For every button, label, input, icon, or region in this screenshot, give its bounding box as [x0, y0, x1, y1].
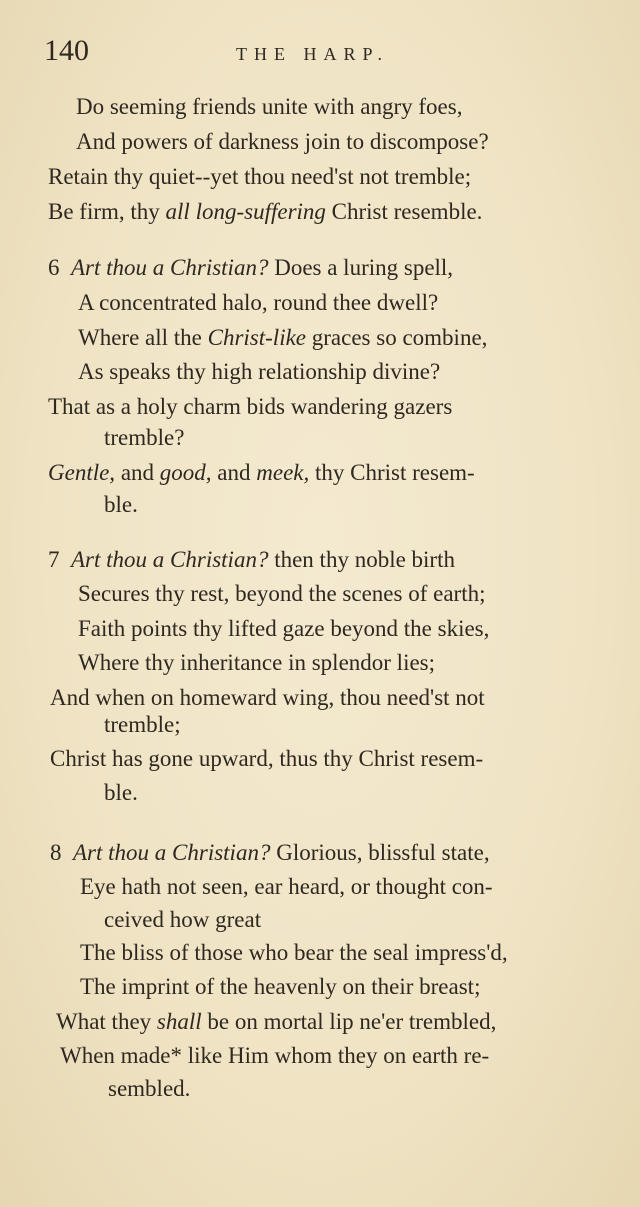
- running-title: THE HARP.: [236, 44, 390, 64]
- verse-line: A concentrated halo, round thee dwell?: [78, 290, 439, 315]
- verse-line: What they shall be on mortal lip ne'er trembled,: [56, 1009, 497, 1034]
- verse-line: ble.: [104, 492, 138, 517]
- stanza-number: 6: [48, 255, 60, 280]
- verse-line: ceived how great: [104, 907, 262, 932]
- page-header: [0, 30, 640, 70]
- verse-line: 8 Art thou a Christian? Glorious, blissful state,: [50, 840, 490, 865]
- stanza-number: 8: [50, 840, 62, 865]
- verse-line: Gentle, and good, and meek, thy Christ resem-: [48, 460, 475, 485]
- verse-line: tremble?: [104, 425, 185, 450]
- verse-line: tremble;: [104, 712, 181, 737]
- verse-line: sembled.: [108, 1076, 191, 1101]
- verse-line: The bliss of those who bear the seal impress'd,: [80, 940, 508, 965]
- verse-line: And powers of darkness join to discompose?: [76, 129, 489, 154]
- verse-line: As speaks thy high relationship divine?: [78, 359, 441, 384]
- verse-line: The imprint of the heavenly on their breast;: [80, 974, 481, 999]
- verse-line: Christ has gone upward, thus thy Christ resem-: [50, 746, 484, 771]
- verse-line: Where thy inheritance in splendor lies;: [78, 650, 436, 675]
- stanza-number: 7: [48, 547, 60, 572]
- verse-line: ble.: [104, 780, 138, 805]
- verse-line: Be firm, thy all long-suffering Christ resemble.: [48, 199, 483, 224]
- page-number: 140: [44, 34, 89, 67]
- verse-line: Do seeming friends unite with angry foes,: [76, 94, 463, 119]
- verse-line: Secures thy rest, beyond the scenes of earth;: [78, 581, 486, 606]
- verse-line: That as a holy charm bids wandering gazers: [48, 394, 453, 419]
- verse-line: When made* like Him whom they on earth re-: [60, 1043, 490, 1068]
- verse-line: Eye hath not seen, ear heard, or thought con-: [80, 874, 493, 899]
- verse-line: 6 Art thou a Christian? Does a luring spell,: [48, 255, 454, 280]
- verse-line: Retain thy quiet--yet thou need'st not tremble;: [48, 164, 472, 189]
- verse-line: Where all the Christ-like graces so combine,: [78, 325, 488, 350]
- verse-line: And when on homeward wing, thou need'st not: [50, 685, 485, 710]
- verse-line: Faith points thy lifted gaze beyond the skies,: [78, 616, 490, 641]
- verse-line: 7 Art thou a Christian? then thy noble birth: [48, 547, 455, 572]
